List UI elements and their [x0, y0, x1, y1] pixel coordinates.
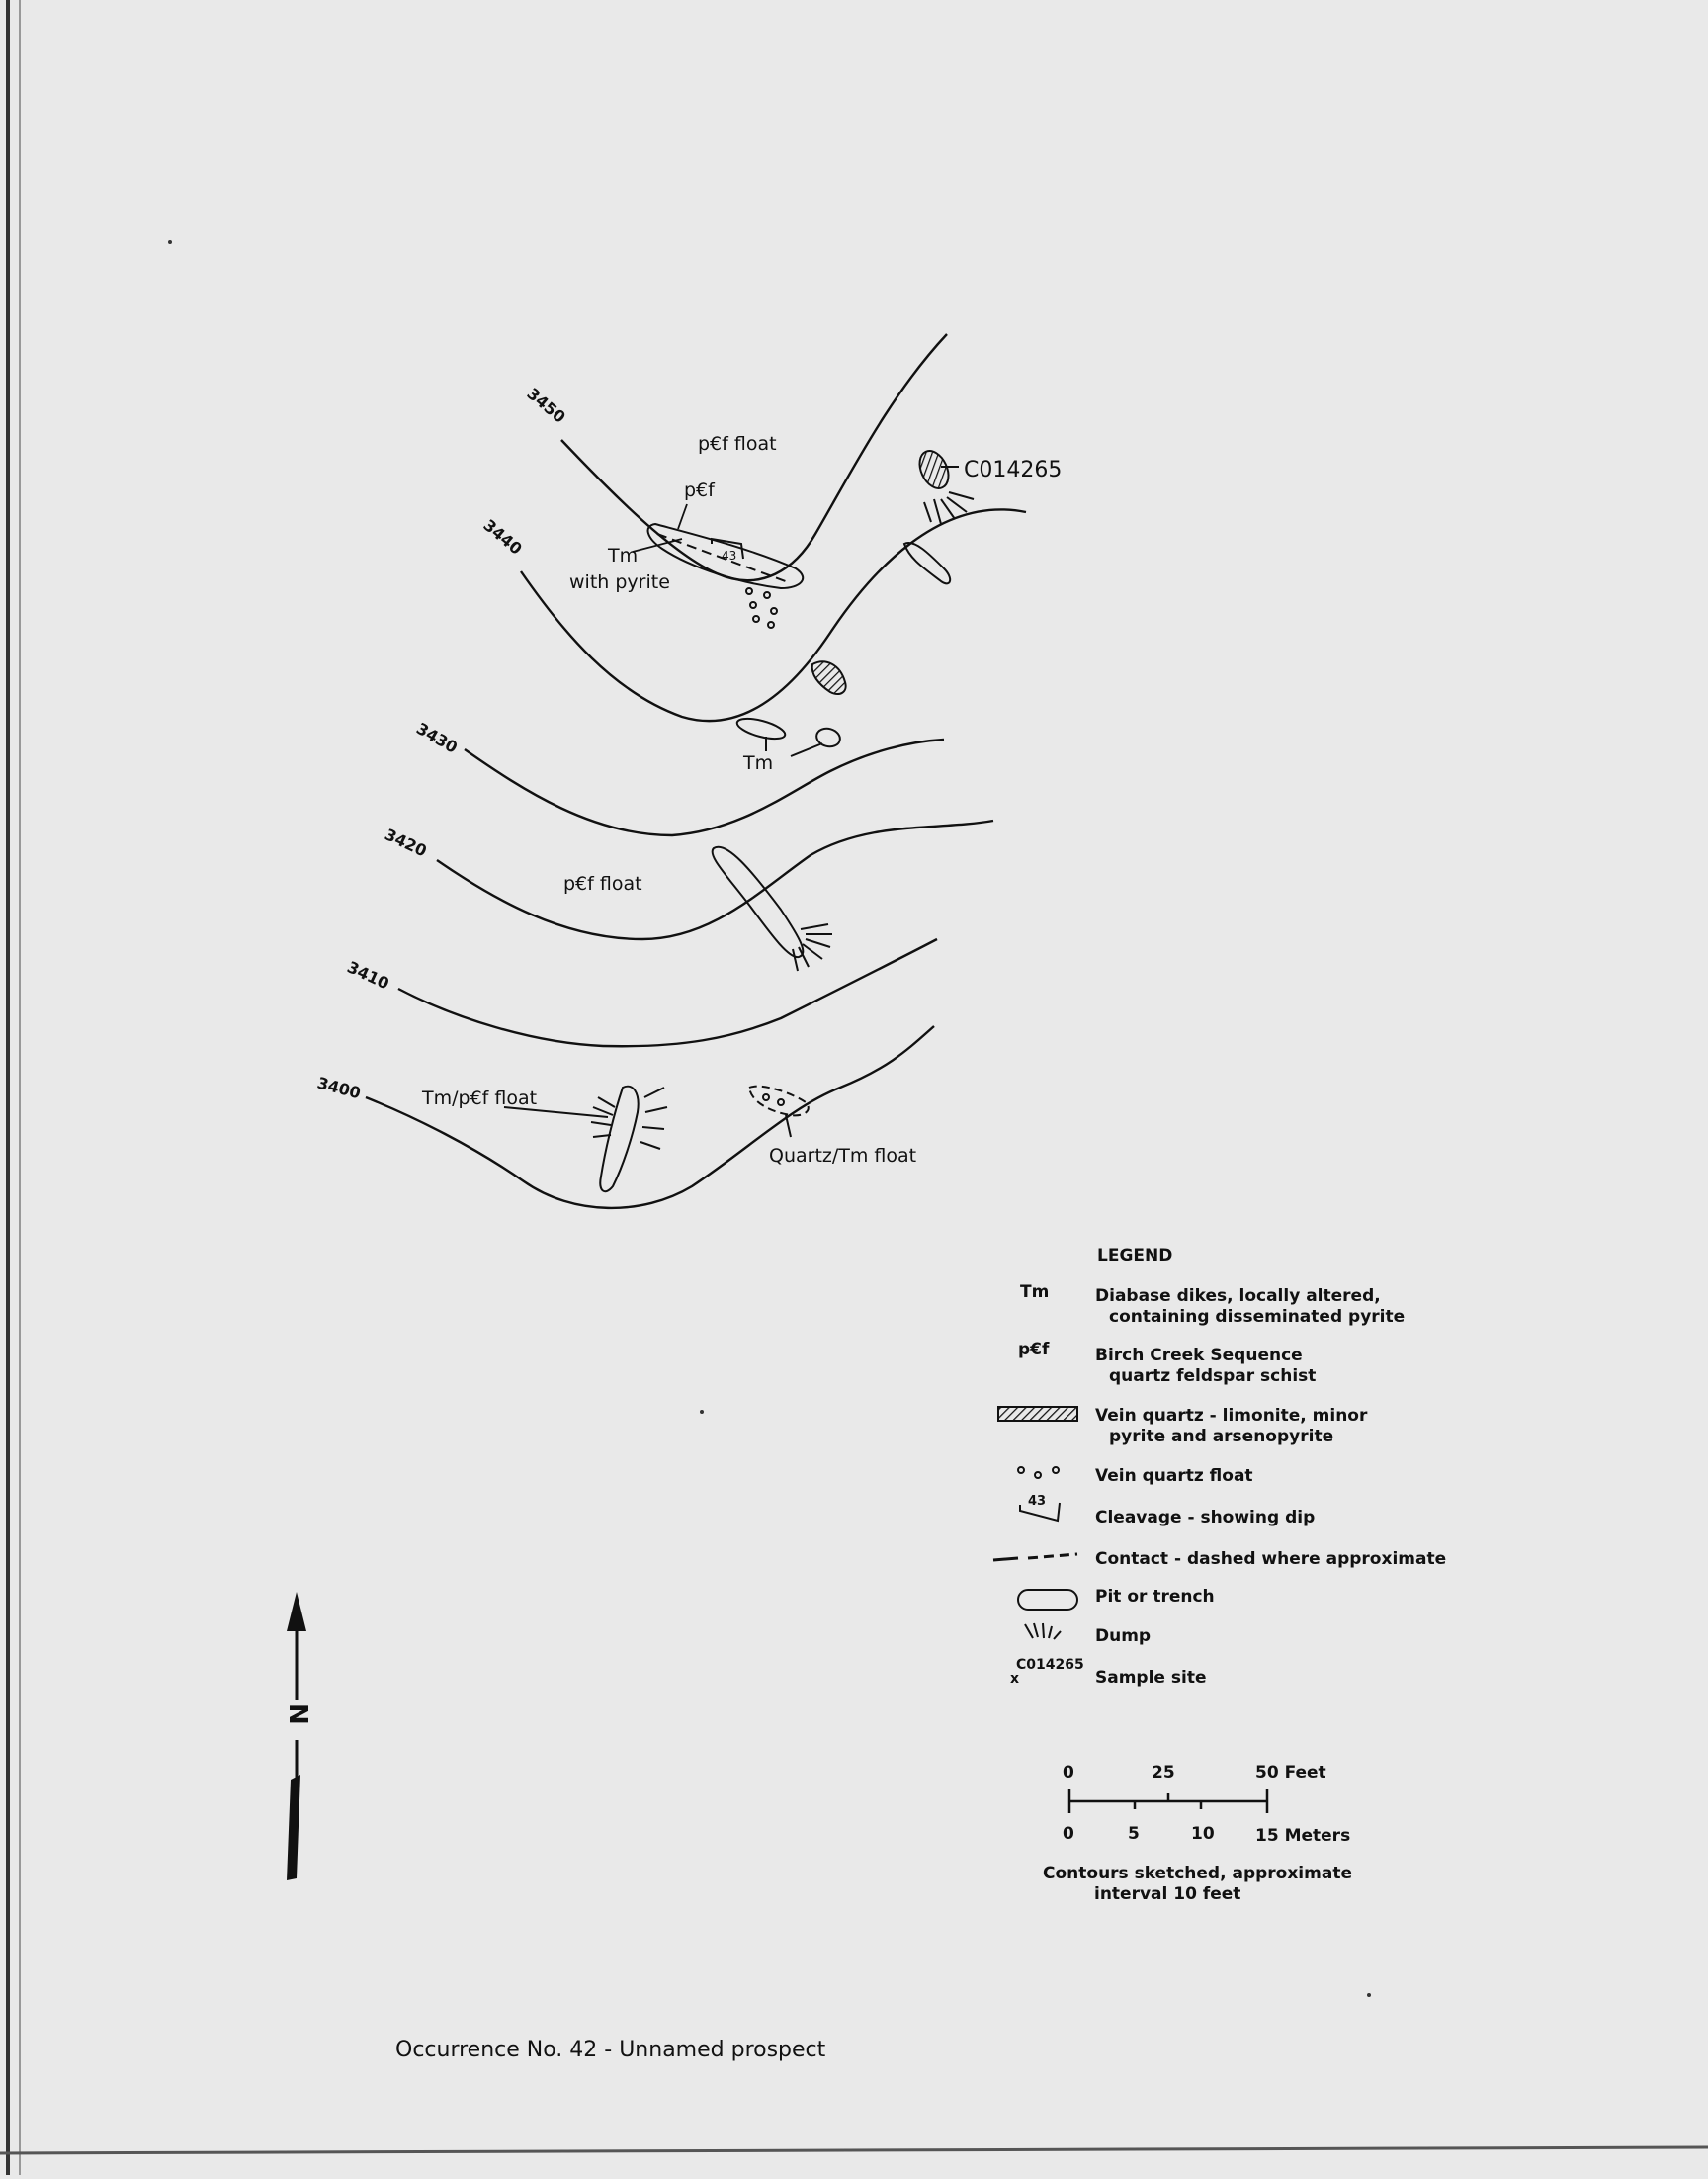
label-tm-pcf-float: Tm/p€f float [422, 1088, 538, 1109]
legend-sample-key: C014265 [1016, 1657, 1084, 1673]
vein-quartz-float-bottom [763, 1094, 784, 1105]
contour-label-3450: 3450 [523, 384, 569, 427]
legend-contact-solid [993, 1558, 1018, 1560]
vein-quartz-pit [914, 446, 954, 492]
legend-cleavage-key: 43 [1028, 1494, 1047, 1509]
label-tm-middle: Tm [743, 752, 774, 774]
scale-m-15: 15 Meters [1255, 1826, 1351, 1846]
contour-label-3400: 3400 [314, 1073, 363, 1103]
contour-label-3440: 3440 [479, 515, 526, 559]
legend-dump: Dump [1095, 1626, 1152, 1646]
tm-dike-left [735, 715, 787, 742]
scale-feet-25: 25 [1152, 1763, 1175, 1783]
scale-note-line1: Contours sketched, approximate [1043, 1864, 1352, 1883]
scale-m-0: 0 [1063, 1824, 1074, 1844]
cleavage-dip-label: 43 [722, 549, 737, 563]
label-tm-top: Tm [608, 545, 639, 567]
label-pcf-float-mid: p€f float [563, 873, 642, 895]
contour-3450 [561, 334, 947, 580]
scale-feet-0: 0 [1063, 1763, 1074, 1783]
legend-key-tm: Tm [1020, 1282, 1050, 1302]
contour-label-3410: 3410 [344, 957, 392, 994]
label-with-pyrite: with pyrite [569, 571, 670, 593]
contour-label-3420: 3420 [382, 825, 430, 861]
legend-float: Vein quartz float [1095, 1466, 1253, 1486]
dump-symbol-middle [793, 924, 832, 971]
label-pcf-small: p€f [684, 479, 715, 501]
scale-bar [1043, 1763, 1352, 1904]
legend-title: LEGEND [1097, 1246, 1173, 1265]
legend-cleavage: Cleavage - showing dip [1095, 1508, 1316, 1527]
legend-pcf-line1: Birch Creek Sequence [1095, 1346, 1303, 1365]
pcf-leader [678, 504, 687, 529]
scale-m-5: 5 [1128, 1824, 1140, 1844]
contour-3440 [521, 509, 1026, 721]
label-quartz-tm-float: Quartz/Tm float [769, 1145, 917, 1167]
scale-note-line2: interval 10 feet [1094, 1884, 1241, 1904]
speck [1367, 1993, 1371, 1997]
legend-dump-icon [1025, 1623, 1061, 1639]
scale-feet-50: 50 Feet [1255, 1763, 1326, 1783]
pit-trench-right [904, 543, 950, 583]
legend-vein-quartz-icon [998, 1407, 1077, 1421]
contour-3400 [366, 1026, 934, 1208]
legend-sample: Sample site [1095, 1668, 1207, 1688]
north-arrow [283, 1592, 312, 1880]
north-label: N [283, 1703, 312, 1725]
legend [993, 1246, 1446, 1688]
legend-vein-line2: pyrite and arsenopyrite [1109, 1427, 1334, 1446]
legend-pit-icon [1018, 1590, 1077, 1610]
legend-sample-x: x [1010, 1671, 1020, 1687]
quartz-float-leader [786, 1115, 791, 1137]
legend-contact: Contact - dashed where approximate [1095, 1549, 1447, 1569]
legend-tm-line1: Diabase dikes, locally altered, [1095, 1286, 1381, 1306]
contour-3420 [437, 821, 993, 939]
legend-vein-line1: Vein quartz - limonite, minor [1095, 1406, 1368, 1426]
scale-m-10: 10 [1191, 1824, 1215, 1844]
tm-leader-middle-2 [791, 743, 822, 756]
legend-pcf-line2: quartz feldspar schist [1109, 1366, 1317, 1386]
dump-symbol-top [924, 492, 974, 524]
pit-trench-middle [713, 847, 804, 957]
caption: Occurrence No. 42 - Unnamed prospect [395, 2038, 826, 2062]
tm-leader [633, 539, 682, 552]
label-sample-id: C014265 [964, 458, 1063, 482]
contour-label-3430: 3430 [413, 719, 462, 757]
speck [700, 1410, 704, 1414]
speck [168, 240, 172, 244]
legend-tm-line2: containing disseminated pyrite [1109, 1307, 1406, 1327]
legend-pit: Pit or trench [1095, 1587, 1215, 1607]
dump-symbol-bottom-right [640, 1088, 667, 1149]
legend-contact-dashed [1028, 1554, 1077, 1558]
contour-3410 [398, 939, 937, 1046]
page-bottom-edge [0, 2147, 1708, 2153]
vein-quartz-float-top [746, 588, 777, 628]
label-pcf-float-top: p€f float [698, 433, 777, 455]
legend-float-icon [1018, 1467, 1059, 1478]
vein-quartz-middle [812, 661, 846, 694]
legend-key-pcf: p€f [1018, 1340, 1050, 1359]
contour-3430 [465, 740, 944, 835]
